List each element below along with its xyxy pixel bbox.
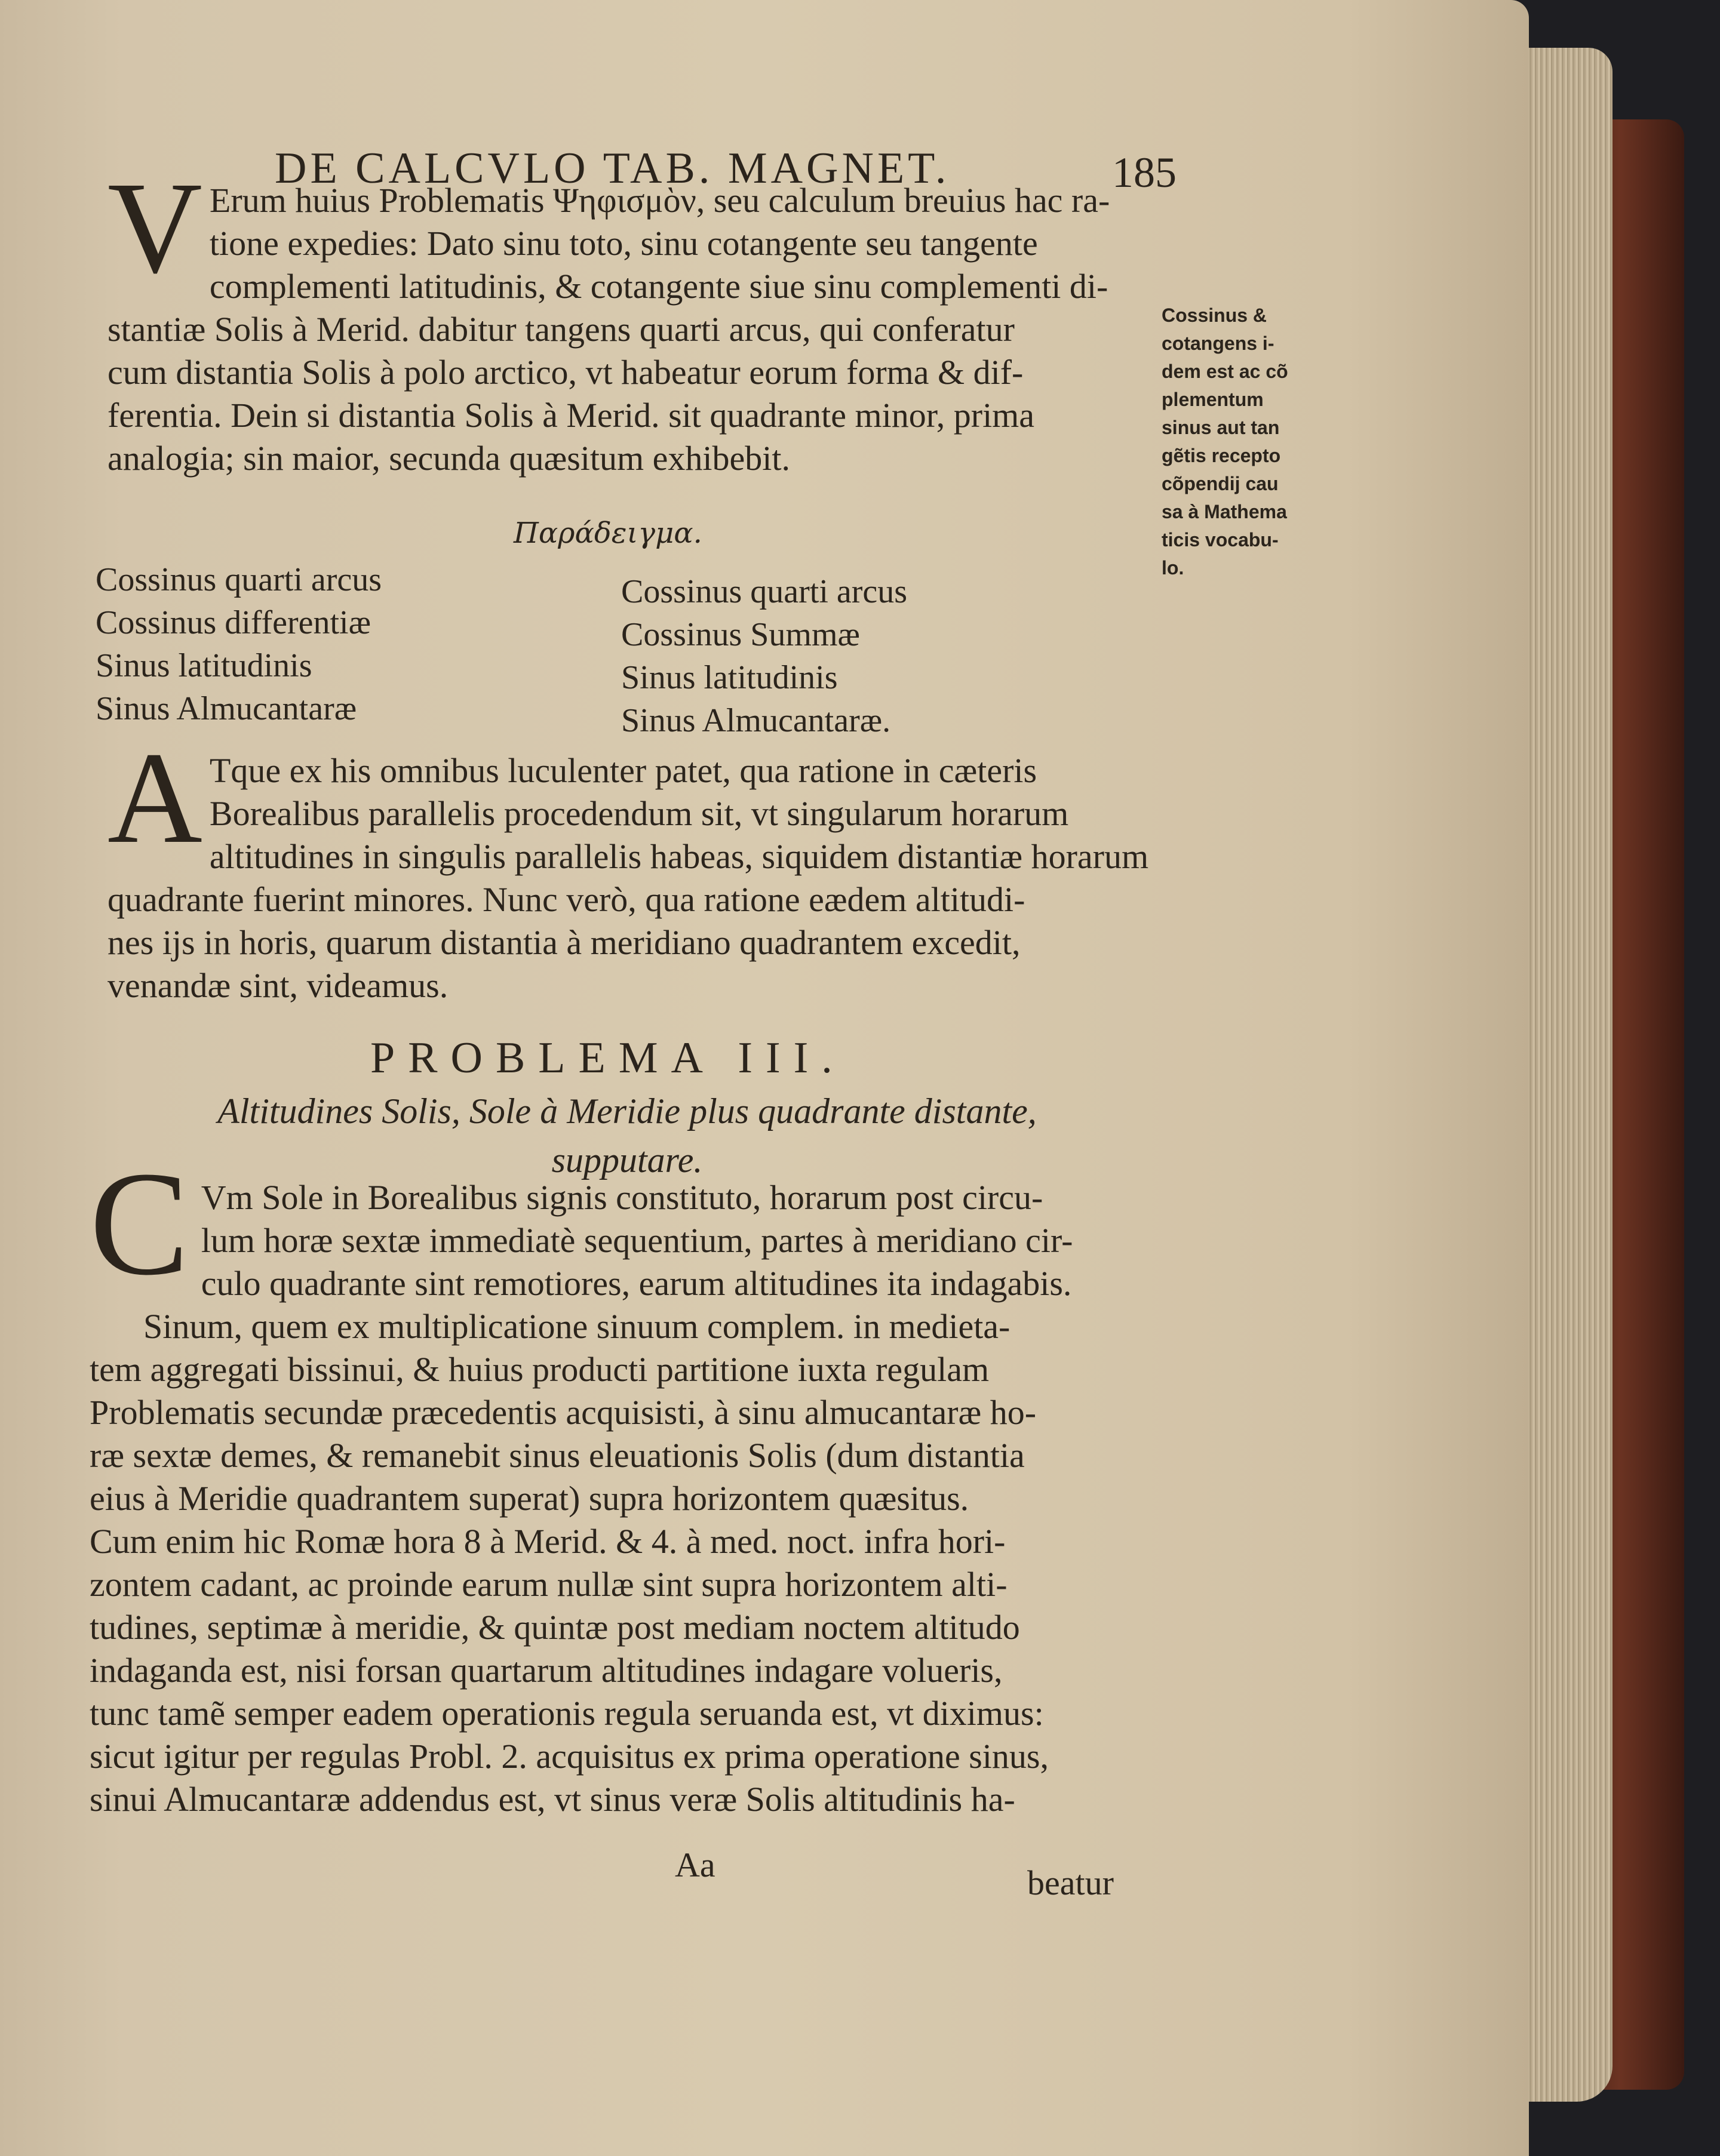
text-line: tem aggregati bissinui, & huius producti partitione iuxta regulam <box>90 1350 990 1389</box>
text-line: tudines, septimæ à meridie, & quintæ post mediam noctem altitudo <box>90 1608 1020 1647</box>
subtitle-line: supputare. <box>551 1140 703 1180</box>
text-line: Sinum, quem ex multiplicatione sinuum complem. in medieta- <box>143 1307 1010 1346</box>
text-line: Tque ex his omnibus luculenter patet, qua ratione in cæteris <box>209 751 1037 790</box>
note-line: ticis vocabu- <box>1162 529 1279 550</box>
example-right-column <box>621 570 907 742</box>
example-item: Sinus Almucantaræ. <box>621 702 891 739</box>
text-line: zontem cadant, ac proinde earum nullæ sint supra horizontem alti- <box>90 1565 1008 1604</box>
text-line: complementi latitudinis, & cotangente siue sinu complementi di- <box>209 267 1108 306</box>
catchword: beatur <box>1027 1863 1114 1902</box>
text-line: Borealibus parallelis procedendum sit, vt singularum horarum <box>209 794 1069 833</box>
text-line: Cum enim hic Romæ hora 8 à Merid. & 4. à med. noct. infra hori- <box>90 1522 1006 1561</box>
subtitle-line: Altitudines Solis, Sole à Meridie plus quadrante distante, <box>217 1091 1037 1131</box>
note-line: sa à Mathema <box>1162 501 1287 522</box>
drop-capital: C <box>90 1141 189 1306</box>
note-line: gẽtis recepto <box>1162 445 1281 466</box>
text-line: sinui Almucantaræ addendus est, vt sinus veræ Solis altitudinis ha- <box>90 1780 1015 1819</box>
text-line: Problematis secundæ præcedentis acquisisti, à sinu almucantaræ ho- <box>90 1393 1037 1432</box>
text-line: altitudines in singulis parallelis habeas, siquidem distantiæ horarum <box>209 837 1149 876</box>
drop-capital: A <box>108 725 202 871</box>
marginal-note <box>1162 302 1323 582</box>
example-item: Sinus latitudinis <box>96 647 312 684</box>
note-line: lo. <box>1162 557 1184 579</box>
text-line: cum distantia Solis à polo arctico, vt habeatur eorum forma & dif- <box>108 353 1024 392</box>
text-line: stantiæ Solis à Merid. dabitur tangens quarti arcus, qui conferatur <box>108 310 1015 349</box>
text-line: ræ sextæ demes, & remanebit sinus eleuationis Solis (dum distantia <box>90 1436 1025 1475</box>
text-line: lum horæ sextæ immediatè sequentium, partes à meridiano cir- <box>201 1221 1073 1260</box>
example-left-column <box>96 558 382 730</box>
example-item: Cossinus quarti arcus <box>96 561 382 598</box>
note-line: Cossinus & <box>1162 305 1267 326</box>
paragraph-2 <box>108 725 1159 1007</box>
text-line: tione expedies: Dato sinu toto, sinu cotangente seu tangente <box>209 224 1038 263</box>
example-item: Sinus Almucantaræ <box>96 690 357 727</box>
drop-capital: V <box>108 155 202 300</box>
text-line: Vm Sole in Borealibus signis constituto, horarum post circu- <box>201 1178 1043 1217</box>
text-line: ferentia. Dein si distantia Solis à Merid. sit quadrante minor, prima <box>108 396 1035 435</box>
text-line: tunc tamẽ semper eadem operationis regula seruanda est, vt diximus: <box>90 1694 1044 1733</box>
note-line: plementum <box>1162 389 1264 410</box>
example-item: Sinus latitudinis <box>621 659 838 696</box>
text-line: analogia; sin maior, secunda quæsitum exhibebit. <box>108 439 790 478</box>
page-number: 185 <box>1112 149 1177 196</box>
problem-title: PROBLEMA III. <box>370 1034 846 1082</box>
text-line: indaganda est, nisi forsan quartarum altitudines indagare volueris, <box>90 1651 1003 1690</box>
example-heading: Παράδειγμα. <box>514 516 702 550</box>
note-line: dem est ac cõ <box>1162 361 1288 382</box>
note-line: cotangens i- <box>1162 333 1274 354</box>
running-title: DE CALCVLO TAB. MAGNET. <box>275 144 950 193</box>
text-line: eius à Meridie quadrantem superat) supra horizontem quæsitus. <box>90 1479 969 1518</box>
problem-subtitle <box>161 1087 1093 1185</box>
text-line: quadrante fuerint minores. Nunc verò, qua ratione eædem altitudi- <box>108 880 1025 919</box>
example-item: Cossinus differentiæ <box>96 604 371 641</box>
example-item: Cossinus quarti arcus <box>621 573 908 610</box>
example-item: Cossinus Summæ <box>621 616 860 653</box>
text-line: Erum huius Problematis Ψηφισμὸν, seu calculum breuius hac ra- <box>209 181 1110 220</box>
text-line: culo quadrante sint remotiores, earum altitudines ita indagabis. <box>201 1264 1072 1303</box>
signature-mark: Aa <box>675 1846 715 1884</box>
note-line: cõpendij cau <box>1162 473 1279 494</box>
note-line: sinus aut tan <box>1162 417 1280 438</box>
text-line: venandæ sint, videamus. <box>108 966 449 1005</box>
text-line: nes ijs in horis, quarum distantia à meridiano quadrantem excedit, <box>108 923 1021 962</box>
text-line: sicut igitur per regulas Probl. 2. acquisitus ex prima operatione sinus, <box>90 1737 1049 1776</box>
